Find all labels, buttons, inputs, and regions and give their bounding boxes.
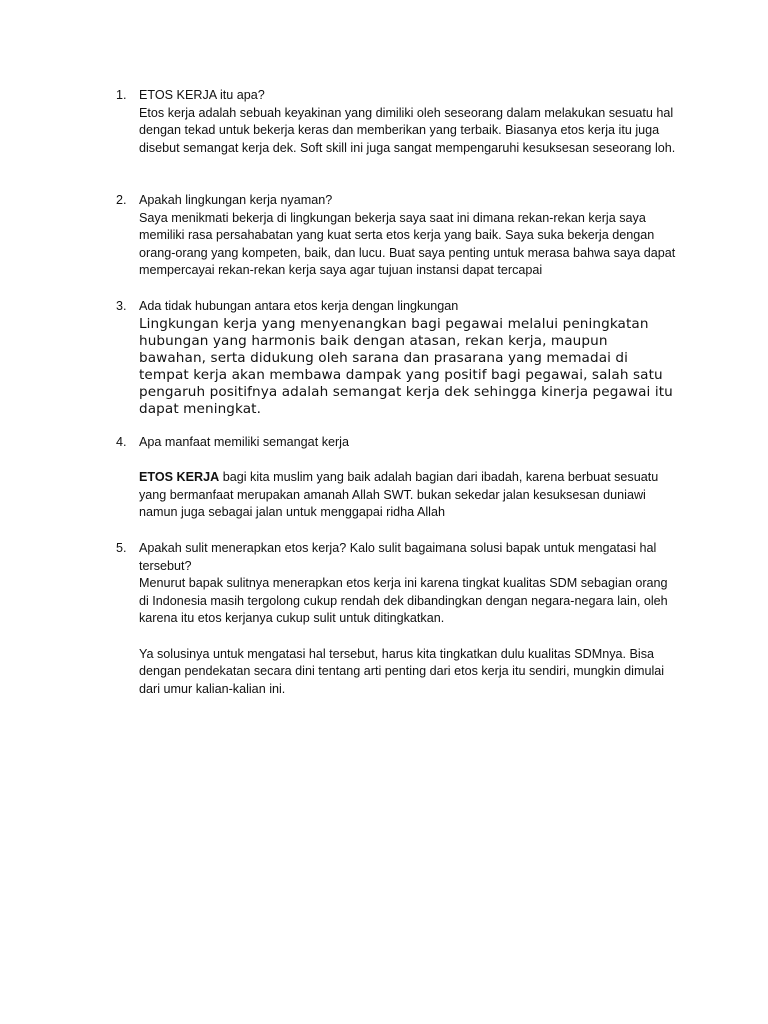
answer-text: Menurut bapak sulitnya menerapkan etos kerja ini karena tingkat kualitas SDM sebagian orang di Indonesia masih tergolong cukup rendah dek dibandingkan dengan negara-negara lain, oleh karena itu etos kerjanya cukup sulit untuk ditingkatkan. — [139, 576, 668, 626]
item-number: 3. — [116, 299, 127, 313]
answer-text: Lingkungan kerja yang menyenangkan bagi pegawai melalui peningkatan hubungan yang harmonis baik dengan atasan, rekan kerja, maupun bawahan, serta didukung oleh sarana dan prasarana yang memadai di tempat kerja akan membawa dampak yang positif bagi pegawai, salah satu pengaruh positifnya adalah semangat kerja dek sehingga kinerja pegawai itu dapat meningkat. — [139, 315, 673, 417]
answer-paragraph — [139, 469, 679, 522]
answer-text: Saya menikmati bekerja di lingkungan bekerja saya saat ini dimana rekan-rekan kerja saya memiliki rasa persahabatan yang kuat serta etos kerja yang baik. Saya suka bekerja dengan orang-orang yang kompeten, baik, dan lucu. Buat saya penting untuk merasa bahwa saya dapat mempercayai rekan-rekan kerja saya agar tujuan instansi dapat tercapai — [139, 210, 676, 278]
question-text: Ada tidak hubungan antara etos kerja dengan lingkungan — [139, 299, 459, 313]
item-content — [139, 298, 679, 418]
item-content — [139, 540, 679, 698]
question-text: Apa manfaat memiliki semangat kerja — [139, 435, 349, 449]
answer-text-2: Ya solusinya untuk mengatasi hal tersebut, harus kita tingkatkan dulu kualitas SDMnya. Bisa dengan pendekatan secara dini tentang arti penting dari etos kerja itu sendiri, mungkin dimulai dari umur kalian-kalian ini. — [139, 646, 665, 696]
answer-text: bagi kita muslim yang baik adalah bagian dari ibadah, karena berbuat sesuatu yang bermanfaat merupakan amanah Allah SWT. bukan sekedar jalan kesuksesan duniawi namun juga sebagai jalan untuk menggapai ridha Allah — [139, 470, 659, 520]
item-number: 4. — [116, 435, 127, 449]
item-number: 2. — [116, 193, 127, 207]
answer-bold-lead: ETOS KERJA — [139, 470, 220, 485]
item-number: 1. — [116, 88, 127, 102]
item-content — [139, 434, 679, 522]
item-number: 5. — [116, 541, 127, 555]
question-text: Apakah sulit menerapkan etos kerja? Kalo sulit bagaimana solusi bapak untuk mengatasi hal tersebut? — [139, 541, 657, 573]
question-text: Apakah lingkungan kerja nyaman? — [139, 193, 333, 207]
item-content — [139, 192, 679, 280]
answer-text: Etos kerja adalah sebuah keyakinan yang dimiliki oleh seseorang dalam melakukan sesuatu hal dengan tekad untuk bekerja keras dan memberikan yang terbaik. Biasanya etos kerja itu juga disebut semangat kerja dek. Soft skill ini juga sangat mempengaruhi kesuksesan seseorang loh. — [139, 105, 676, 155]
item-content — [139, 87, 679, 157]
question-text: ETOS KERJA itu apa? — [139, 88, 265, 102]
